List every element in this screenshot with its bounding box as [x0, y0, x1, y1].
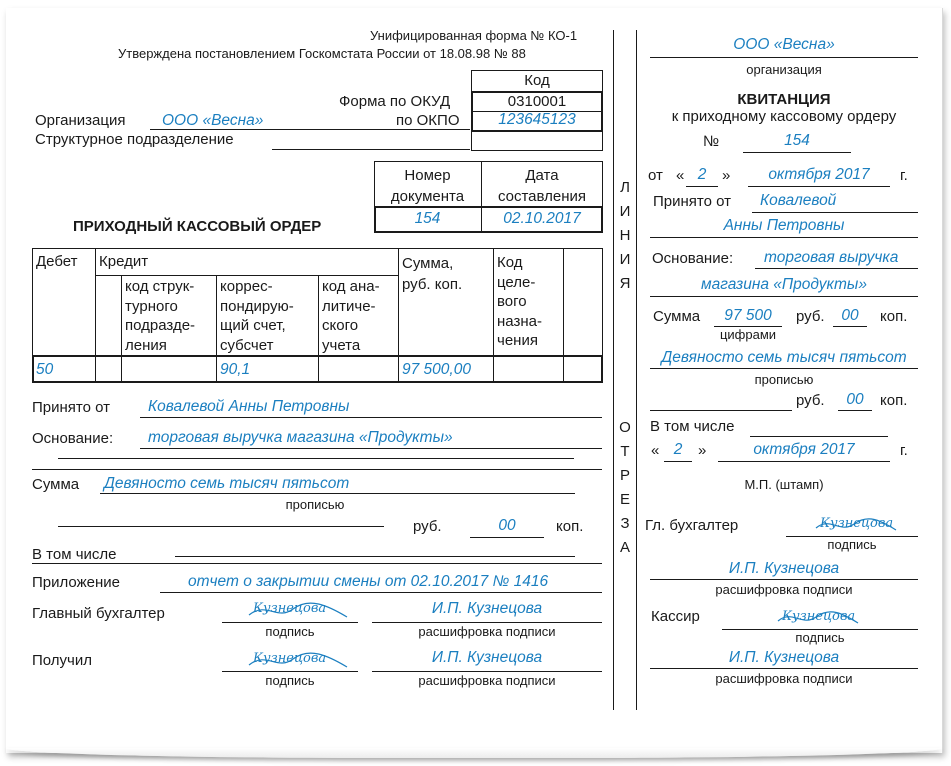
receipt-basis-line1: торговая выручка — [764, 249, 899, 266]
credit-header: Кредит — [99, 253, 149, 270]
accepted-from-label: Принято от — [32, 399, 111, 416]
receipt-chief-decoding-caption: расшифровка подписи — [715, 582, 853, 597]
receipt-rub-label: руб. — [796, 308, 825, 325]
receipt-kop-label: коп. — [880, 308, 908, 325]
receipt-day-2: 2 — [673, 441, 683, 458]
analytics-code-header: код ана- литиче- ского учета — [322, 278, 380, 354]
receipt-basis-label: Основание: — [652, 250, 734, 267]
receipt-year-suffix-2: г. — [900, 442, 908, 459]
approval-line: Утверждена постановлением Госкомстата России от 18.08.98 № 88 — [118, 46, 526, 61]
receipt-quote-open-2: « — [651, 442, 660, 459]
receipt-accepted-label: Принято от — [653, 193, 732, 210]
doc-number-value: 154 — [414, 210, 441, 227]
receipt-number-label: № — [703, 133, 720, 150]
doc-date-value: 02.10.2017 — [503, 210, 581, 227]
org-label: Организация — [35, 112, 126, 129]
chief-name: И.П. Кузнецова — [431, 600, 543, 617]
receipt-cashier-label: Кассир — [651, 608, 700, 625]
receipt-chief-signature-caption: подпись — [827, 537, 877, 552]
accepted-from-value: Ковалевой Анны Петровны — [148, 398, 350, 415]
row-debit: 50 — [36, 361, 54, 378]
okpo-value: 123645123 — [498, 111, 576, 128]
receipt-cashier-signature-caption: подпись — [795, 630, 845, 645]
receiver-label: Получил — [32, 652, 92, 669]
receipt-accepted-line2: Анны Петровны — [723, 217, 845, 234]
receipt-org-caption: организация — [746, 62, 822, 77]
receipt-month-year: октября 2017 — [768, 166, 870, 183]
purpose-code-header: Код целе- вого назна- чения — [497, 254, 542, 349]
chief-decoding-caption: расшифровка подписи — [418, 624, 556, 639]
receipt-year-suffix: г. — [900, 167, 908, 184]
receipt-quote-open: « — [676, 167, 685, 184]
entries-row — [32, 355, 603, 383]
receipt-kop-label-2: коп. — [880, 392, 908, 409]
basis-label: Основание: — [32, 430, 114, 447]
in-words-caption: прописью — [285, 497, 345, 512]
receipt-cashier-decoding-caption: расшифровка подписи — [715, 671, 853, 686]
row-sum: 97 500,00 — [402, 361, 471, 378]
receipt-stamp-label: М.П. (штамп) — [744, 477, 824, 492]
receiver-name: И.П. Кузнецова — [431, 649, 543, 666]
receipt-from-label: от — [648, 167, 663, 184]
kop-value: 00 — [498, 517, 516, 534]
chief-signature-caption: подпись — [265, 624, 315, 639]
basis-value: торговая выручка магазина «Продукты» — [148, 429, 453, 446]
receipt-rub-label-2: руб. — [796, 392, 825, 409]
receipt-sum-digits: 97 500 — [724, 307, 772, 324]
receipt-month-year-2: октября 2017 — [753, 441, 855, 458]
receipt-quote-close-2: » — [698, 442, 707, 459]
paper-curl — [6, 748, 942, 758]
receipt-subtitle: к приходному кассовому ордеру — [671, 108, 897, 125]
receipt-kop-value: 00 — [841, 307, 859, 324]
receipt-chief-signature: Кузнецова — [820, 516, 893, 531]
kop-label: коп. — [556, 518, 584, 535]
cut-line-right — [636, 30, 637, 710]
receipt-cashier-signature: Кузнецова — [782, 609, 855, 624]
receipt-chief-label: Гл. бухгалтер — [645, 517, 739, 534]
org-value: ООО «Весна» — [162, 112, 264, 129]
receipt-org-value: ООО «Весна» — [733, 36, 835, 53]
receipt-kop-value-2: 00 — [846, 391, 864, 408]
code-header: Код — [524, 72, 550, 89]
row-corr-account: 90,1 — [220, 361, 251, 378]
okud-value: 0310001 — [507, 93, 567, 110]
receiver-signature-caption: подпись — [265, 673, 315, 688]
receipt-including-label: В том числе — [650, 418, 735, 435]
chief-signature: Кузнецова — [253, 601, 326, 616]
cut-line-left — [613, 30, 614, 710]
sum-label: Сумма — [32, 476, 80, 493]
sum-header: Сумма, руб. коп. — [402, 255, 463, 293]
receipt-cashier-name: И.П. Кузнецова — [728, 649, 840, 666]
chief-accountant-label: Главный бухгалтер — [32, 605, 165, 622]
receipt-sum-words: Девяносто семь тысяч пятьсот — [661, 349, 907, 366]
order-title: ПРИХОДНЫЙ КАССОВЫЙ ОРДЕР — [73, 218, 322, 235]
receipt-day: 2 — [697, 166, 707, 183]
receipt-number-value: 154 — [784, 132, 810, 149]
receipt-basis-line2: магазина «Продукты» — [701, 276, 867, 293]
receipt-accepted-line1: Ковалевой — [760, 192, 837, 209]
corr-account-header: коррес- пондирую- щий счет, субсчет — [220, 278, 294, 354]
okud-label: Форма по ОКУД — [339, 93, 451, 110]
doc-date-header: Дата составления — [497, 167, 587, 205]
receiver-signature: Кузнецова — [253, 651, 326, 666]
rub-label: руб. — [413, 518, 442, 535]
attachment-value: отчет о закрытии смены от 02.10.2017 № 1416 — [188, 573, 549, 590]
cut-word-line: Л И Н И Я — [619, 179, 631, 292]
receipt-chief-name: И.П. Кузнецова — [728, 560, 840, 577]
receipt-title: КВИТАНЦИЯ — [737, 91, 831, 108]
receiver-decoding-caption: расшифровка подписи — [418, 673, 556, 688]
debit-header: Дебет — [36, 253, 78, 270]
sum-in-words: Девяносто семь тысяч пятьсот — [104, 475, 350, 492]
subdivision-code-cell — [471, 131, 603, 151]
receipt-digits-caption: цифрами — [719, 327, 777, 342]
attachment-label: Приложение — [32, 574, 120, 591]
including-label: В том числе — [32, 546, 117, 563]
receipt-words-caption: прописью — [754, 372, 814, 387]
receipt-sum-label: Сумма — [653, 308, 701, 325]
subdivision-code-header: код струк- турного подразде- ления — [125, 278, 196, 354]
form-number-line: Унифицированная форма № КО-1 — [370, 28, 578, 43]
cut-word-cut: О Т Р Е З А — [619, 419, 631, 556]
okpo-label: по ОКПО — [396, 112, 460, 129]
receipt-quote-close: » — [722, 167, 731, 184]
doc-number-header: Номер документа — [390, 167, 465, 205]
subdivision-label: Структурное подразделение — [35, 131, 234, 148]
